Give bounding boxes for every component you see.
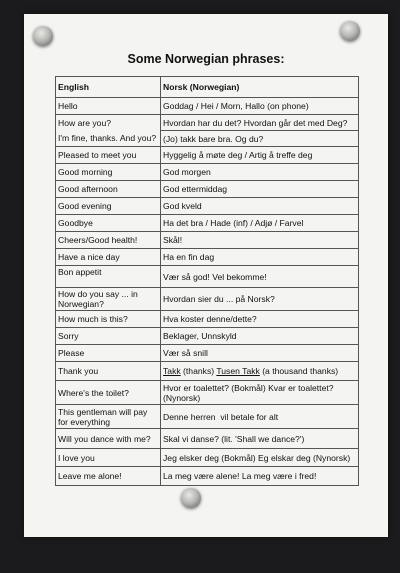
norwegian-cell: Hva koster denne/dette? [161, 311, 359, 328]
english-cell: Please [56, 345, 161, 362]
norwegian-cell: Hvordan sier du ... på Norsk? [161, 288, 359, 311]
norwegian-cell: Vær så snill [161, 345, 359, 362]
norwegian-cell: Ha en fin dag [161, 249, 359, 266]
english-cell: Good evening [56, 198, 161, 215]
english-cell: Where's the toilet? [56, 381, 161, 405]
gloss-text: (thanks) [180, 366, 217, 376]
english-cell: Goodbye [56, 215, 161, 232]
table-row [56, 232, 359, 249]
english-cell: I'm fine, thanks. And you? [56, 131, 161, 147]
norwegian-cell: Beklager, Unnskyld [161, 328, 359, 345]
norwegian-cell: Ha det bra / Hade (inf) / Adjø / Farvel [161, 215, 359, 232]
norwegian-cell: Denne herren vil betale for alt [161, 405, 359, 429]
norwegian-cell: God kveld [161, 198, 359, 215]
header-norwegian: Norsk (Norwegian) [161, 77, 359, 98]
english-cell: Cheers/Good health! [56, 232, 161, 249]
table-row [56, 164, 359, 181]
table-row [56, 328, 359, 345]
english-cell: Good morning [56, 164, 161, 181]
norwegian-cell: Hvordan har du det? Hvordan går det med Deg? [161, 115, 359, 131]
table-row [56, 405, 359, 429]
table-row [56, 98, 359, 115]
english-cell: Pleased to meet you [56, 147, 161, 164]
table-row [56, 449, 359, 467]
magnet-bottom [181, 488, 201, 508]
table-row [56, 266, 359, 288]
table-row [56, 429, 359, 449]
english-cell: How do you say ... in Norwegian? [56, 288, 161, 311]
table-row [56, 198, 359, 215]
phrases-table [55, 76, 359, 486]
english-cell: Hello [56, 98, 161, 115]
english-cell: How much is this? [56, 311, 161, 328]
norwegian-cell: Hvor er toalettet? (Bokmål) Kvar er toalettet? (Nynorsk) [161, 381, 359, 405]
table-row [56, 381, 359, 405]
norwegian-cell: Hyggelig å møte deg / Artig å treffe deg [161, 147, 359, 164]
norwegian-cell: (Jo) takk bare bra. Og du? [161, 131, 359, 147]
norwegian-cell: God ettermiddag [161, 181, 359, 198]
table-row [56, 215, 359, 232]
table-row [56, 362, 359, 381]
header-english: English [56, 77, 161, 98]
english-cell: Will you dance with me? [56, 429, 161, 449]
gloss-text: (a thousand thanks) [259, 366, 339, 376]
underlined-word: Takk [163, 366, 181, 376]
underlined-word: Tusen Takk [216, 366, 260, 376]
norwegian-cell: Skål! [161, 232, 359, 249]
norwegian-cell: God morgen [161, 164, 359, 181]
table-header-row [56, 77, 359, 98]
magnet-top-right [340, 21, 360, 41]
table-row [56, 131, 359, 147]
english-cell: This gentleman will pay for everything [56, 405, 161, 429]
norwegian-cell: Goddag / Hei / Morn, Hallo (on phone) [161, 98, 359, 115]
english-cell: I love you [56, 449, 161, 467]
magnet-top-left [33, 26, 53, 46]
norwegian-cell: Skal vi danse? (lit. 'Shall we dance?') [161, 429, 359, 449]
english-cell: Bon appetit [56, 266, 161, 288]
table-row [56, 288, 359, 311]
english-cell: Have a nice day [56, 249, 161, 266]
table-row [56, 311, 359, 328]
english-cell: How are you? [56, 115, 161, 131]
norwegian-cell: Jeg elsker deg (Bokmål) Eg elskar deg (Nynorsk) [161, 449, 359, 467]
english-cell: Leave me alone! [56, 467, 161, 486]
paper-sheet [24, 14, 388, 537]
norwegian-cell [161, 362, 359, 381]
table-row [56, 345, 359, 362]
table-row [56, 467, 359, 486]
english-cell: Sorry [56, 328, 161, 345]
table-row [56, 181, 359, 198]
table-row [56, 115, 359, 131]
english-cell: Good afternoon [56, 181, 161, 198]
table-row [56, 249, 359, 266]
norwegian-cell: La meg være alene! La meg være i fred! [161, 467, 359, 486]
english-cell: Thank you [56, 362, 161, 381]
norwegian-cell: Vær så god! Vel bekomme! [161, 266, 359, 288]
page-title: Some Norwegian phrases: [127, 52, 285, 66]
table-row [56, 147, 359, 164]
